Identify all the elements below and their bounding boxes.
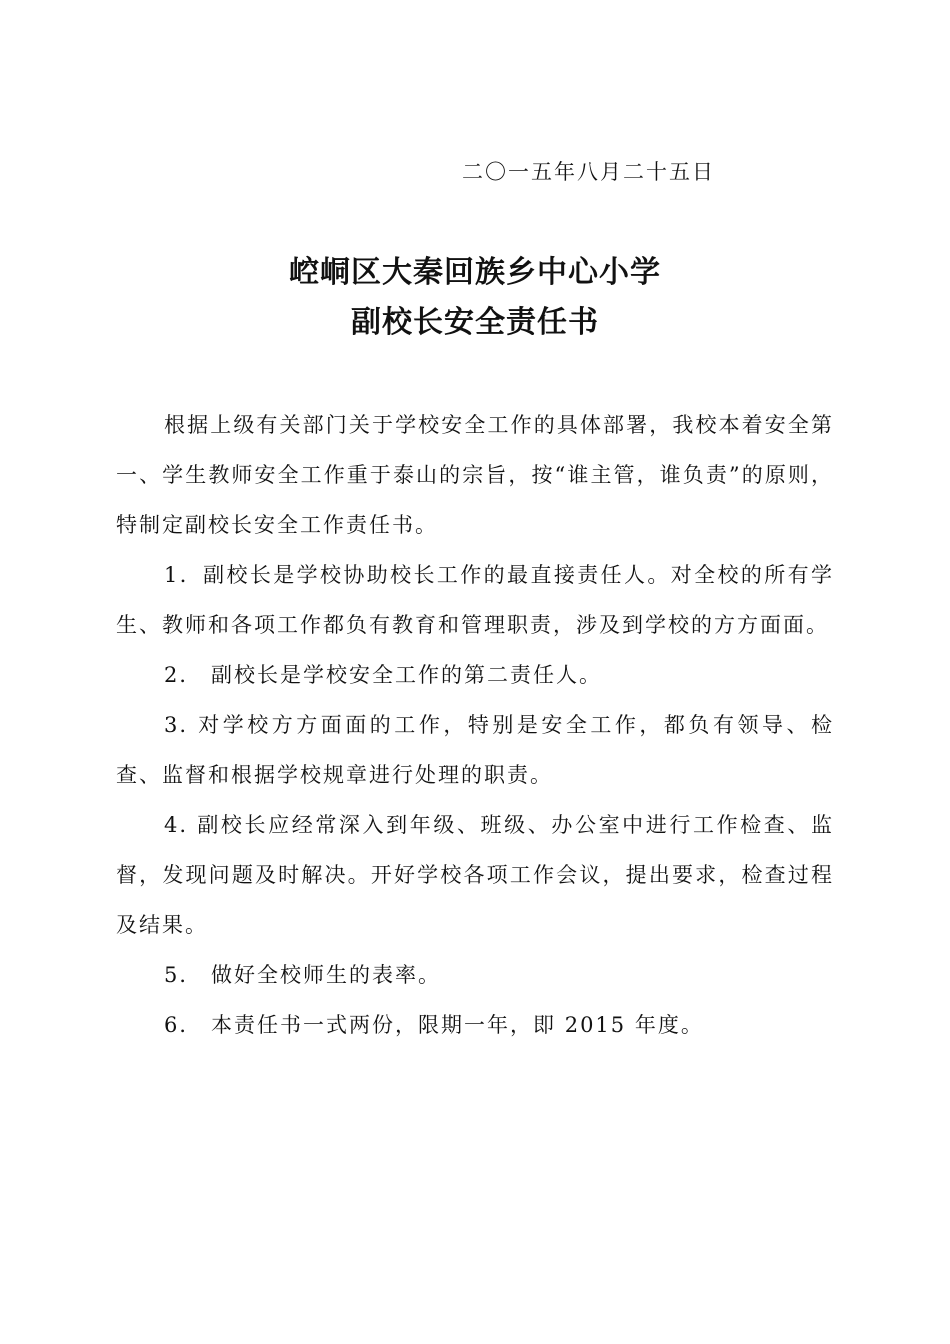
paragraph-item-2: 2． 副校长是学校安全工作的第二责任人。 — [164, 663, 603, 687]
paragraph-item-6: 6． 本责任书一式两份，限期一年，即 2015 年度。 — [164, 1013, 704, 1037]
document-date: 二〇一五年八月二十五日 — [462, 160, 715, 184]
paragraph-item-4: 4. 副校长应经常深入到年级、班级、办公室中进行工作检查、监督，发现问题及时解决。开好学校各项工作会议，提出要求，检查过程及结果。 — [116, 813, 834, 937]
paragraph-item-1: 1．副校长是学校协助校长工作的最直接责任人。对全校的所有学生、教师和各项工作都负有教育和管理职责，涉及到学校的方方面面。 — [116, 563, 834, 637]
title-line-subject: 副校长安全责任书 — [351, 305, 599, 340]
paragraph-item-3: 3. 对学校方方面面的工作，特别是安全工作，都负有领导、检查、监督和根据学校规章进行处理的职责。 — [116, 713, 834, 787]
document-title — [0, 248, 950, 348]
document-body — [116, 400, 834, 1050]
paragraph-intro: 根据上级有关部门关于学校安全工作的具体部署，我校本着安全第一、学生教师安全工作重于泰山的宗旨，按“谁主管，谁负责”的原则，特制定副校长安全工作责任书。 — [116, 413, 834, 537]
title-line-school: 崆峒区大秦回族乡中心小学 — [289, 255, 661, 290]
paragraph-item-5: 5． 做好全校师生的表率。 — [164, 963, 442, 987]
